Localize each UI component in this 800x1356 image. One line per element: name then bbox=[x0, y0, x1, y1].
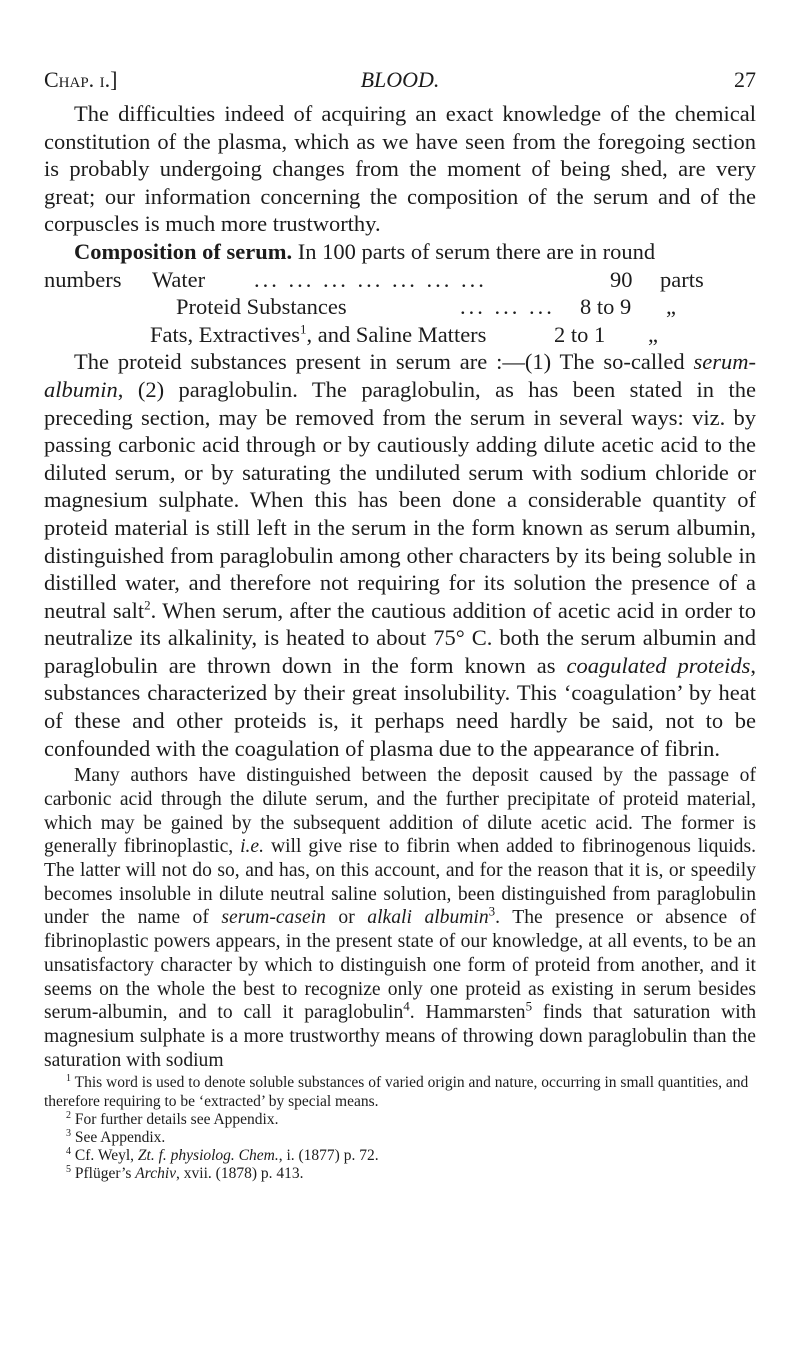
row-value: 90 bbox=[610, 266, 633, 292]
text-run: . Hammarsten bbox=[409, 1002, 526, 1024]
footnote-2 bbox=[44, 1111, 756, 1129]
paragraph-3 bbox=[44, 764, 756, 1072]
composition-row-proteid bbox=[44, 293, 756, 321]
text-run: , (2) paraglobulin. The paraglobulin, as has been stated in the preceding section, may be removed from the serum in several ways: viz. by passing carbonic acid through or by cautiously adding dilute acetic acid to the diluted serum, or by saturating the undiluted serum with sodium chloride or magnesium sulphate. When this has been done a considerable quantity of proteid material is still left in the serum in the form known as serum albumin, distinguished from paraglobulin among other characters by its being soluble in distilled water, and therefore not requiring for its solution the presence of a neutral salt bbox=[44, 376, 756, 623]
text-run: , substances characterized by their great insolubility. This ‘coagulation’ by heat of these and other proteids is, it perhaps need hardly be said, not to be confounded with the coagulation of plasma due to the appearance of fibrin. bbox=[44, 652, 756, 761]
footnote-ref-2: 2 bbox=[144, 597, 151, 613]
italic-term: serum-albumin bbox=[44, 349, 756, 402]
footnotes bbox=[44, 1074, 756, 1183]
row-name: Proteid Substances bbox=[176, 294, 347, 320]
row-leader-dots: ... ... ... ... ... ... ... bbox=[254, 266, 487, 292]
italic-term: i.e. bbox=[240, 836, 265, 858]
composition-row-fats bbox=[44, 321, 756, 349]
composition-table bbox=[44, 266, 756, 349]
paragraph-1: The difficulties indeed of acquiring an exact knowledge of the chemical constitution of the plasma, which as we have seen from the foregoing section is probably undergoing changes from the moment of being shed, are very great; our information concerning the composition of the serum and of the corpuscles is much more trustworthy. bbox=[44, 101, 756, 237]
composition-intro-text: In 100 parts of serum there are in round bbox=[292, 238, 656, 264]
main-text bbox=[44, 100, 756, 266]
footnote-ref-1: 1 bbox=[299, 321, 307, 337]
footnote-ref-5: 5 bbox=[525, 998, 533, 1014]
main-text-2 bbox=[44, 348, 756, 762]
italic-term: serum-casein bbox=[221, 907, 326, 929]
text-run: . The presence or absence of fibrinoplastic powers appears, in the present state of our knowledge, at all events, to be an unsatisfactory character by which to distinguish one form of proteid from another, and it seems on the whole the best to recognize only one proteid as existing in serum besides serum-albumin, and to call it paraglobulin bbox=[44, 907, 756, 1024]
running-head bbox=[44, 60, 756, 100]
footnote-text: , i. (1877) p. 72. bbox=[278, 1147, 379, 1165]
row-value: 8 to 9 bbox=[580, 294, 632, 320]
footnote-mark: 1 bbox=[66, 1073, 71, 1085]
footnote-text: This word is used to denote soluble substances of varied origin and nature, occurring in small quantities, and therefore requiring to be ‘extracted’ by special means. bbox=[44, 1074, 749, 1110]
row-name-text: Fats, Extractives bbox=[150, 321, 300, 347]
row-name: Water bbox=[152, 266, 206, 292]
footnote-3 bbox=[44, 1129, 756, 1147]
italic-term: coagulated proteids bbox=[566, 652, 751, 678]
page-number: 27 bbox=[734, 67, 756, 92]
footnote-5 bbox=[44, 1165, 756, 1183]
text-run: Many authors have distinguished between the deposit caused by the passage of carbonic acid through the dilute serum, and the further precipitate of proteid material, which may be gained by the subsequent addition of dilute acetic acid. The former is generally fibrinoplastic, bbox=[44, 765, 756, 858]
text-run: . When serum, after the cautious addition of acetic acid in order to neutralize its alkalinity, is heated to about 75° C. both the serum albumin and paraglobulin are thrown down in the form known as bbox=[44, 597, 756, 678]
row-unit: „ bbox=[666, 294, 676, 320]
numbers-label: numbers bbox=[44, 266, 122, 292]
section-heading: Composition of serum. bbox=[74, 238, 293, 264]
footnote-4 bbox=[44, 1147, 756, 1165]
row-value: 2 to 1 bbox=[554, 321, 606, 347]
footnote-journal: Archiv bbox=[135, 1165, 177, 1183]
text-run: finds that saturation with magnesium sulphate is a more trustworthy means of throwing down paraglobulin than the saturation with sodium bbox=[44, 1002, 756, 1071]
footnote-journal: Zt. f. physiolog. Chem. bbox=[137, 1147, 279, 1165]
italic-term: alkali albumin bbox=[367, 907, 489, 929]
footnote-ref-3: 3 bbox=[488, 903, 496, 919]
row-unit: parts bbox=[660, 266, 704, 292]
composition-row-water bbox=[44, 266, 756, 294]
composition-intro bbox=[44, 238, 756, 266]
running-title: BLOOD. bbox=[360, 67, 440, 92]
footnote-text: Cf. Weyl, bbox=[74, 1147, 138, 1165]
row-unit: „ bbox=[648, 321, 658, 347]
footnote-text: See Appendix. bbox=[74, 1129, 166, 1146]
row-name-tail: , and Saline Matters bbox=[306, 321, 487, 347]
paragraph-2 bbox=[44, 348, 756, 762]
footnote-mark: 5 bbox=[66, 1164, 71, 1176]
footnote-mark: 3 bbox=[66, 1127, 71, 1139]
footnote-text: For further details see Appendix. bbox=[74, 1110, 279, 1128]
footnote-text: Pflüger’s bbox=[74, 1165, 136, 1183]
footnote-text: , xvii. (1878) p. 413. bbox=[176, 1165, 304, 1183]
footnote-mark: 4 bbox=[66, 1146, 71, 1158]
row-name bbox=[150, 321, 486, 349]
text-run: will give rise to fibrin when added to fibrinogenous liquids. The latter will not do so, and has, on this account, and for the reason that it is, or speedily becomes insoluble in dilute neutral saline solution, been distinguished from paraglobulin under the name of bbox=[44, 836, 756, 929]
chapter-label: Chap. i.] bbox=[44, 67, 118, 92]
small-print-section bbox=[44, 764, 756, 1072]
text-run: The proteid substances present in serum are :—(1) The so-called bbox=[74, 349, 694, 375]
row-leader-dots: ... ... ... bbox=[460, 294, 555, 320]
footnote-1 bbox=[44, 1074, 756, 1110]
text-run: or bbox=[325, 907, 368, 929]
footnote-mark: 2 bbox=[66, 1109, 71, 1121]
footnote-ref-4: 4 bbox=[403, 998, 410, 1014]
